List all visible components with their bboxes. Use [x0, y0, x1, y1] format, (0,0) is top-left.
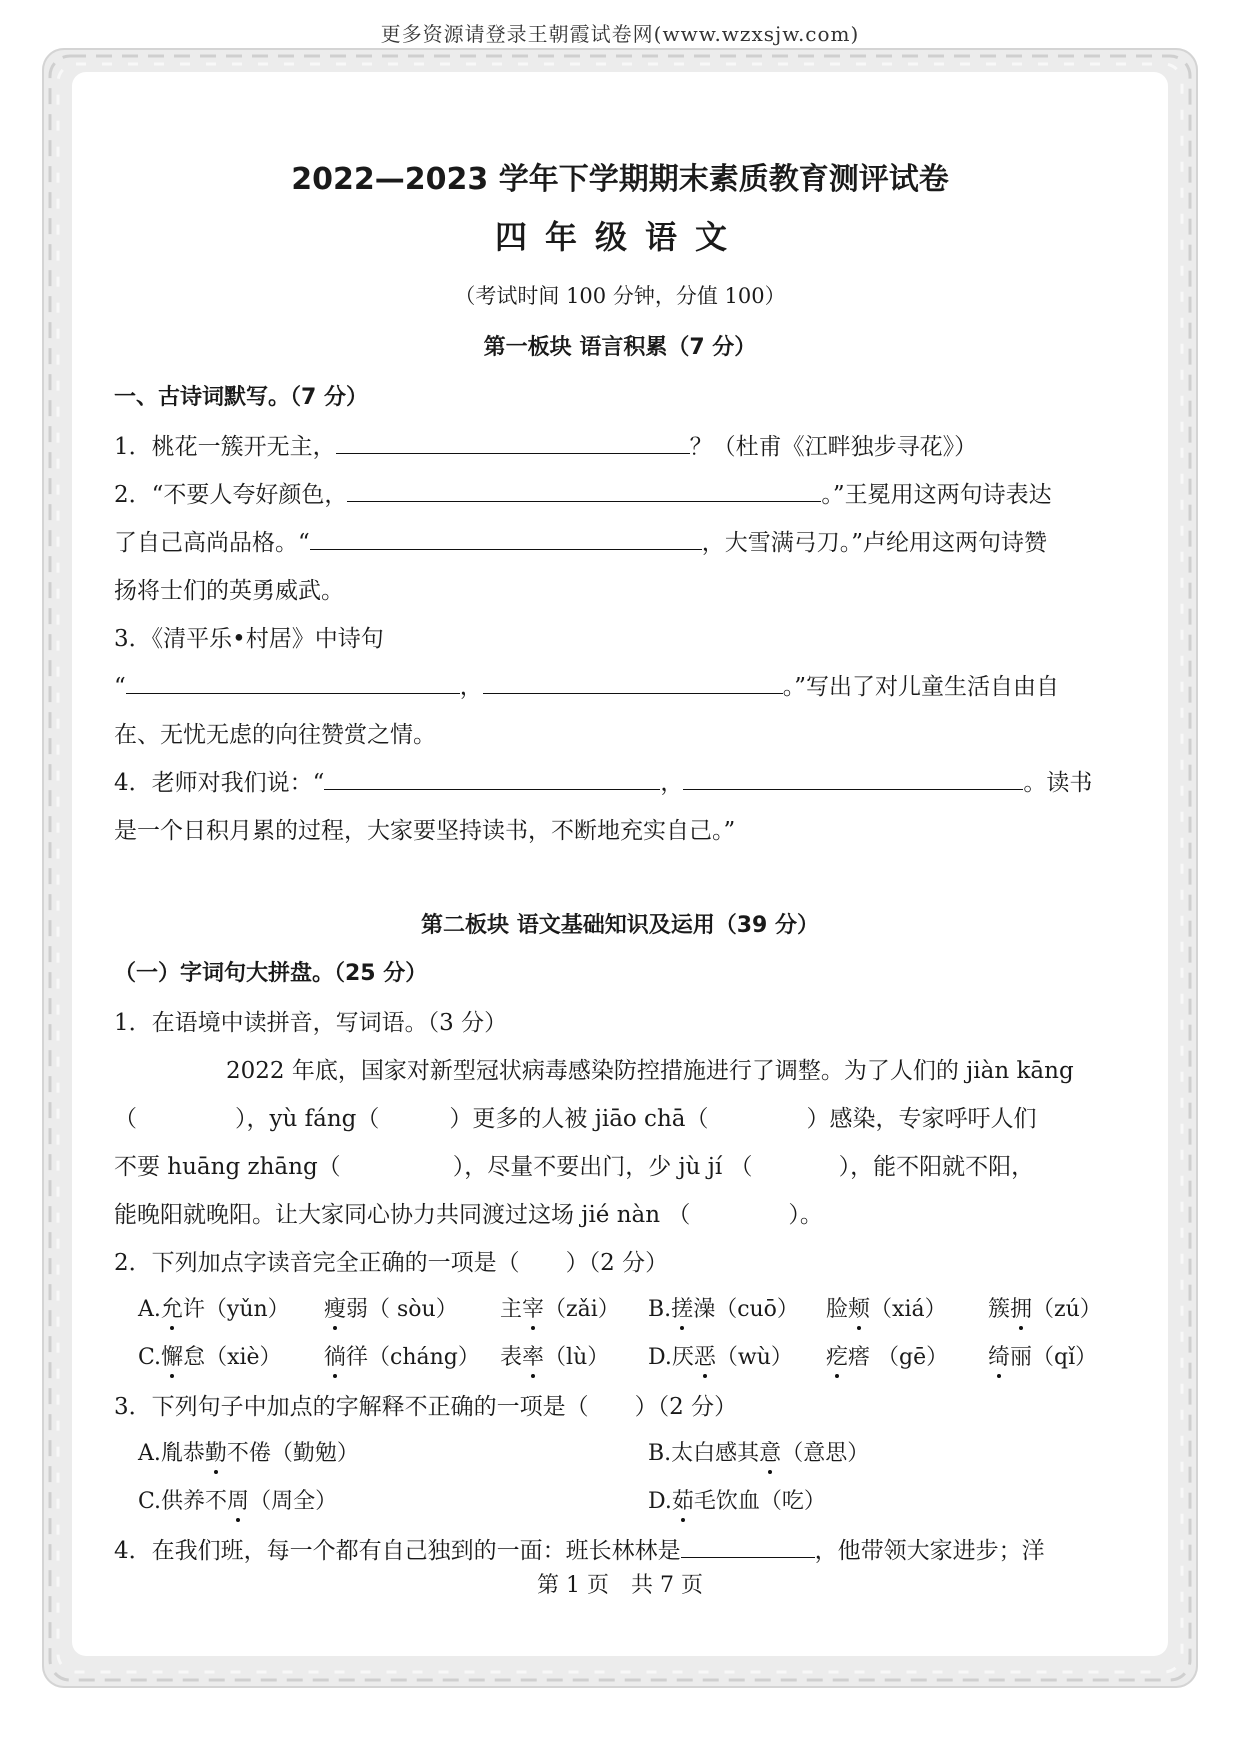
answer-blank[interactable]: [336, 431, 690, 454]
source-banner: 更多资源请登录王朝霞试卷网(www.wzxsjw.com): [380, 22, 860, 46]
meaning-option-a[interactable]: A.胤恭勤不倦（勤勉）: [138, 1436, 359, 1467]
pronunciation-question: 2．下列加点字读音完全正确的一项是（ ）（2 分）: [114, 1250, 669, 1276]
poetry-line-1: 1．桃花一簇开无主， ？（杜甫《江畔独步寻花》）: [114, 428, 1126, 461]
option-d-1[interactable]: D.厌恶（wù）: [648, 1340, 793, 1371]
option-a-1[interactable]: A.允许（yǔn）: [138, 1292, 290, 1323]
answer-blank[interactable]: [126, 671, 460, 694]
pinyin-paragraph-line-1: 2022 年底，国家对新型冠状病毒感染防控措施进行了调整。为了人们的 jiàn kāng: [226, 1058, 1074, 1084]
class-description-question: 4．在我们班，每一个都有自己独到的一面：班长林林是 ，他带领大家进步；洋: [114, 1532, 1126, 1565]
option-d-2: 疙瘩 （gē）: [826, 1340, 948, 1371]
meaning-option-b[interactable]: B.太白感其意（意思）: [648, 1436, 869, 1467]
option-b-2: 脸颊（xiá）: [826, 1292, 947, 1323]
exam-title: 2022—2023 学年下学期期末素质教育测评试卷: [291, 162, 949, 197]
answer-blank[interactable]: [324, 767, 660, 790]
page-content: [72, 72, 1168, 1656]
pinyin-paragraph-line-4: 能晚阳就晚阳。让大家同心协力共同渡过这场 jié nàn （ ）。: [114, 1202, 823, 1228]
exam-info: （考试时间 100 分钟，分值 100）: [454, 284, 786, 308]
option-a-2: 瘦弱（ sòu）: [324, 1292, 458, 1323]
meaning-option-c[interactable]: C.供养不周（周全）: [138, 1484, 337, 1515]
meaning-option-d[interactable]: D.茹毛饮血（吃）: [648, 1484, 826, 1515]
option-d-3: 绮丽（qǐ）: [988, 1340, 1097, 1371]
option-c-2: 徜徉（cháng）: [324, 1340, 480, 1371]
option-b-3: 簇拥（zú）: [988, 1292, 1102, 1323]
answer-blank[interactable]: [683, 767, 1023, 790]
poetry-line-4: 扬将士们的英勇威武。: [114, 578, 344, 604]
option-c-3: 表率（lù）: [500, 1340, 609, 1371]
option-a-3: 主宰（zǎi）: [500, 1292, 620, 1323]
pinyin-paragraph-line-3: 不要 huāng zhāng（ ），尽量不要出门，少 jù jí （ ），能不阳就不阳，: [114, 1154, 1035, 1180]
pinyin-paragraph-line-2: （ ），yù fáng（ ）更多的人被 jiāo chā（ ）感染，专家呼吁人们: [114, 1106, 1037, 1132]
exam-subject: 四年级语文: [494, 218, 745, 256]
poetry-line-2: 2．“不要人夸好颜色， 。”王冕用这两句诗表达: [114, 476, 1126, 509]
poetry-question-heading: 一、古诗词默写。（7 分）: [114, 385, 368, 410]
answer-blank[interactable]: [347, 479, 821, 502]
option-c-1[interactable]: C.懈怠（xiè）: [138, 1340, 282, 1371]
answer-blank[interactable]: [483, 671, 783, 694]
option-b-1[interactable]: B.搓澡（cuō）: [648, 1292, 799, 1323]
poetry-line-7: 在、无忧无虑的向往赞赏之情。: [114, 722, 436, 748]
meaning-question: 3．下列句子中加点的字解释不正确的一项是（ ）（2 分）: [114, 1394, 738, 1420]
poetry-line-3: 了自己高尚品格。“ ，大雪满弓刀。”卢纶用这两句诗赞: [114, 524, 1126, 557]
answer-blank[interactable]: [681, 1535, 815, 1558]
section-1-heading: 第一板块 语言积累（7 分）: [483, 335, 757, 360]
subsection-heading: （一）字词句大拼盘。（25 分）: [114, 961, 428, 986]
poetry-line-6: “ ， 。”写出了对儿童生活自由自: [114, 668, 1126, 701]
poetry-line-5: 3．《清平乐•村居》中诗句: [114, 626, 384, 652]
poetry-line-8: 4．老师对我们说：“ ， 。读书: [114, 764, 1126, 797]
section-2-heading: 第二板块 语文基础知识及运用（39 分）: [421, 913, 819, 938]
answer-blank[interactable]: [310, 527, 702, 550]
pinyin-question: 1．在语境中读拼音，写词语。（3 分）: [114, 1010, 508, 1036]
page-number: 第 1 页 共 7 页: [537, 1573, 703, 1598]
poetry-line-9: 是一个日积月累的过程，大家要坚持读书，不断地充实自己。”: [114, 818, 736, 844]
